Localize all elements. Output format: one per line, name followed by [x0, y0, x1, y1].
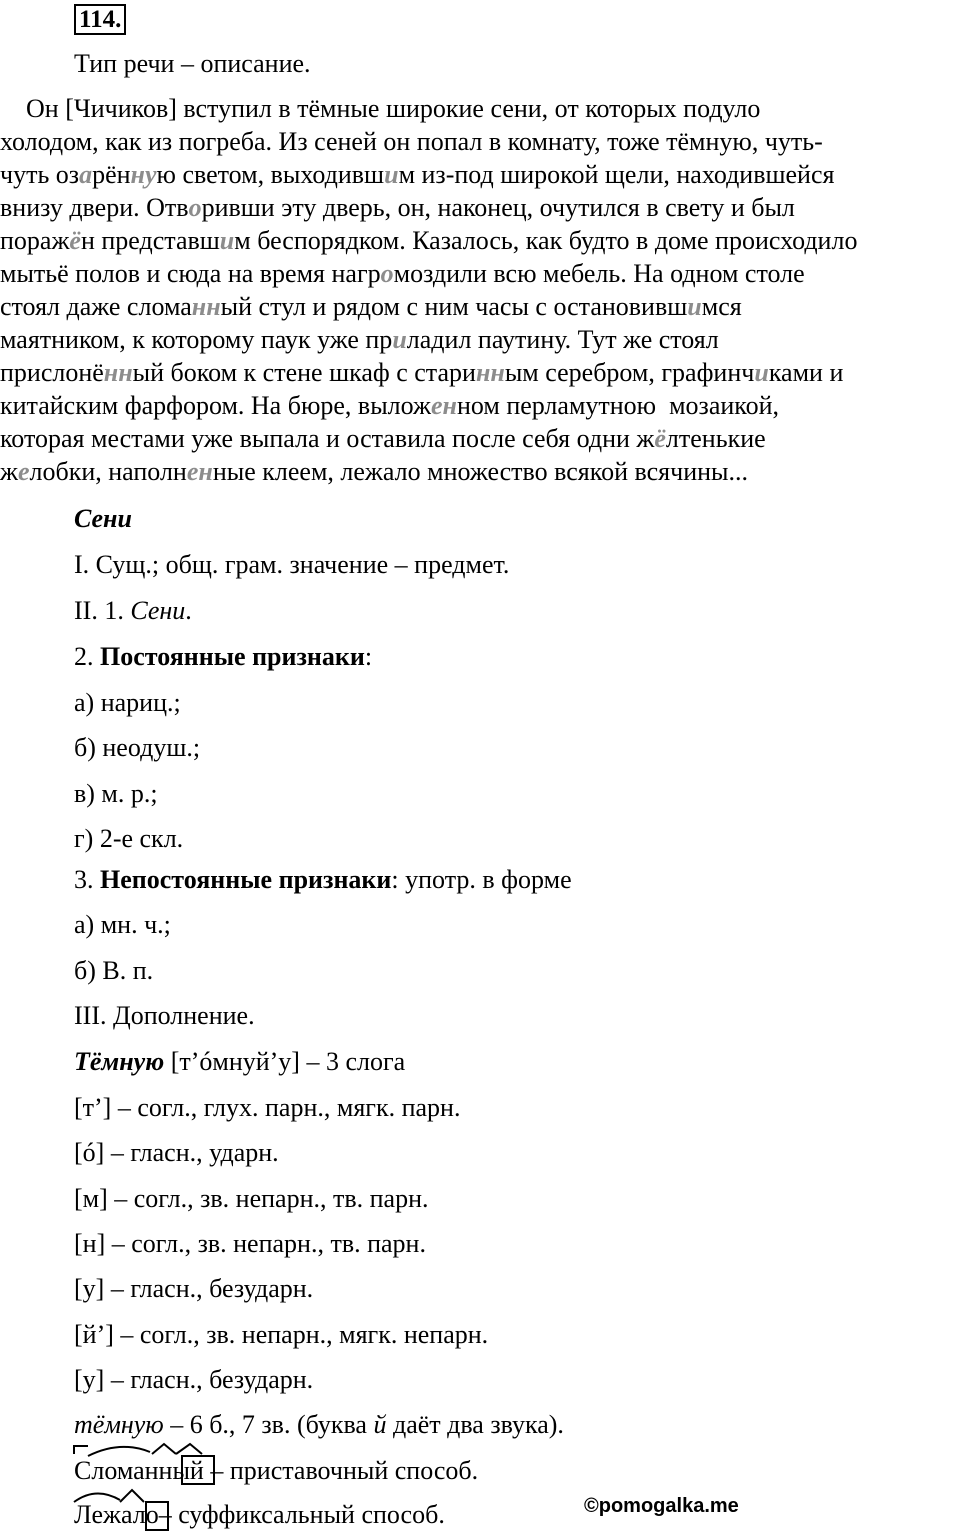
orthogram-highlight: и	[687, 292, 702, 321]
watermark: ©pomogalka.me	[584, 1495, 739, 1517]
passage-text-run: лобки, наполн	[29, 457, 187, 486]
passage-text-run: холодом, как из погреба. Из сеней он попал в комнату, тоже тёмную, чуть-	[0, 127, 823, 156]
sound-line: [й’] – согл., зв. непарн., мягк. непарн.	[74, 1320, 489, 1349]
constant-features-heading	[74, 640, 372, 673]
passage-line	[0, 455, 960, 488]
passage-text-run: н представш	[80, 226, 220, 255]
phonetic-heading	[74, 1045, 405, 1078]
summary-word: тёмную	[74, 1410, 164, 1439]
orthogram-highlight: а	[79, 160, 93, 189]
passage-text-run: маятником, к которому паук уже пр	[0, 325, 393, 354]
phonetic-transcription: [т’óмнуй’у] – 3 слога	[164, 1047, 406, 1076]
constant-feature-item: б) неодуш.;	[74, 733, 201, 762]
passage-text-run: моздили всю мебель. На одном столе	[393, 259, 805, 288]
orthogram-highlight: нн	[103, 358, 133, 387]
passage-text-run: ж	[0, 457, 18, 486]
passage-line	[0, 257, 960, 290]
orthogram-highlight: ен	[430, 391, 457, 420]
passage-line	[0, 158, 960, 191]
initial-form-line	[74, 594, 192, 627]
word-formation-line	[74, 1454, 478, 1487]
passage-text-run: ый стул и рядом с ним часы с остановивш	[220, 292, 688, 321]
suffix-caret	[176, 1444, 202, 1454]
passage-text-run: рён	[92, 160, 131, 189]
passage-line	[0, 191, 960, 224]
constant-prefix: 2.	[74, 642, 100, 671]
passage-text-run: мытьё полов и сюда на время нагр	[0, 259, 381, 288]
passage-text-run: пораж	[0, 226, 70, 255]
passage-text-run: внизу двери. Отв	[0, 193, 189, 222]
passage-line	[0, 323, 960, 356]
sound-line: [ó] – гласн., ударн.	[74, 1138, 279, 1167]
initial-form-word: Сени	[130, 596, 186, 625]
orthogram-highlight: и	[219, 226, 235, 255]
orthogram-highlight: ен	[186, 457, 213, 486]
passage-text-run: мся	[701, 292, 742, 321]
orthogram-highlight: и	[754, 358, 769, 387]
passage-text-run: ым серебром, графинч	[504, 358, 755, 387]
formation-method: – приставочный способ.	[203, 1456, 479, 1485]
passage-text-run: стоял даже слома	[0, 292, 192, 321]
prefix-mark	[74, 1446, 88, 1454]
sound-line: [у] – гласн., безударн.	[74, 1365, 314, 1394]
sound-line: [н] – согл., зв. непарн., тв. парн.	[74, 1229, 426, 1258]
passage-text-run: ый боком к стене шкаф с стари	[132, 358, 476, 387]
constant-feature-item: г) 2-е скл.	[74, 824, 184, 853]
orthogram-highlight: ну	[130, 160, 157, 189]
orthogram-highlight: нн	[191, 292, 221, 321]
sound-line: [м] – согл., зв. непарн., тв. парн.	[74, 1184, 429, 1213]
passage-line	[0, 356, 960, 389]
constant-label: Постоянные признаки	[100, 642, 365, 671]
orthogram-highlight: ё	[654, 424, 666, 453]
orthogram-highlight: и	[392, 325, 407, 354]
formation-word: Сломанный	[74, 1456, 204, 1485]
orthogram-highlight: нн	[475, 358, 505, 387]
passage-text-run: ю светом, выходивш	[156, 160, 385, 189]
suffix-caret	[152, 1444, 176, 1454]
orthogram-highlight: и	[384, 160, 399, 189]
summary-end: даёт два звука).	[386, 1410, 564, 1439]
nonconstant-feature-item: а) мн. ч.;	[74, 910, 171, 939]
task-number: 114.	[74, 4, 126, 35]
orthogram-highlight: о	[188, 193, 202, 222]
passage-line	[0, 389, 960, 422]
phonetic-word: Тёмную	[74, 1047, 165, 1076]
passage-text-run: ками и	[768, 358, 844, 387]
passage-line	[0, 92, 960, 125]
nonconstant-feature-item: б) В. п.	[74, 956, 154, 985]
passage-text	[0, 92, 960, 488]
nonconstant-prefix: 3.	[74, 865, 100, 894]
sound-line: [т’] – согл., глух. парн., мягк. парн.	[74, 1093, 461, 1122]
passage-text-run: ном перламутною мозаикой,	[456, 391, 780, 420]
passage-text-run: ные клеем, лежало множество всякой всячины...	[212, 457, 748, 486]
initial-form-suffix: .	[185, 596, 192, 625]
passage-line	[0, 224, 960, 257]
nonconstant-label: Непостоянные признаки	[100, 865, 392, 894]
constant-feature-item: а) нариц.;	[74, 688, 181, 717]
analysis-heading-seni: Сени	[74, 504, 132, 533]
formation-method: – суффиксальный способ.	[158, 1500, 445, 1529]
constant-suffix: :	[364, 642, 373, 671]
passage-text-run: китайским фарфором. На бюре, вылож	[0, 391, 431, 420]
nonconstant-features-heading	[74, 863, 572, 896]
nonconstant-suffix: : употр. в форме	[391, 865, 572, 894]
part-of-speech-line: I. Сущ.; общ. грам. значение – предмет.	[74, 550, 510, 579]
passage-text-run: которая местами уже выпала и оставила после себя одни ж	[0, 424, 655, 453]
passage-text-run: чуть оз	[0, 160, 80, 189]
sound-line: [у] – гласн., безударн.	[74, 1274, 314, 1303]
passage-line	[0, 422, 960, 455]
summary-mid: – 6 б., 7 зв. (буква	[163, 1410, 374, 1439]
word-formation-line	[74, 1498, 445, 1531]
passage-line	[0, 290, 960, 323]
passage-text-run: м беспорядком. Казалось, как будто в доме происходило	[234, 226, 858, 255]
formation-word: Лежало	[74, 1500, 159, 1529]
syntactic-role-line: III. Дополнение.	[74, 1001, 255, 1030]
passage-text-run: м из-под широкой щели, находившейся	[398, 160, 835, 189]
constant-feature-item: в) м. р.;	[74, 779, 158, 808]
orthogram-highlight: е	[17, 457, 30, 486]
phonetic-summary	[74, 1408, 564, 1441]
passage-text-run: Он [Чичиков] вступил в тёмные широкие сени, от которых подуло	[0, 94, 761, 123]
passage-text-run: прислонё	[0, 358, 104, 387]
orthogram-highlight: ё	[69, 226, 81, 255]
orthogram-highlight: о	[380, 259, 394, 288]
passage-text-run: лтенькие	[665, 424, 766, 453]
passage-line	[0, 125, 960, 158]
initial-form-prefix: II. 1.	[74, 596, 131, 625]
passage-text-run: ривши эту дверь, он, наконец, очутился в свету и был	[201, 193, 795, 222]
passage-text-run: ладил паутину. Тут же стоял	[406, 325, 719, 354]
speech-type: Тип речи – описание.	[74, 49, 311, 78]
summary-letter: й	[373, 1410, 387, 1439]
